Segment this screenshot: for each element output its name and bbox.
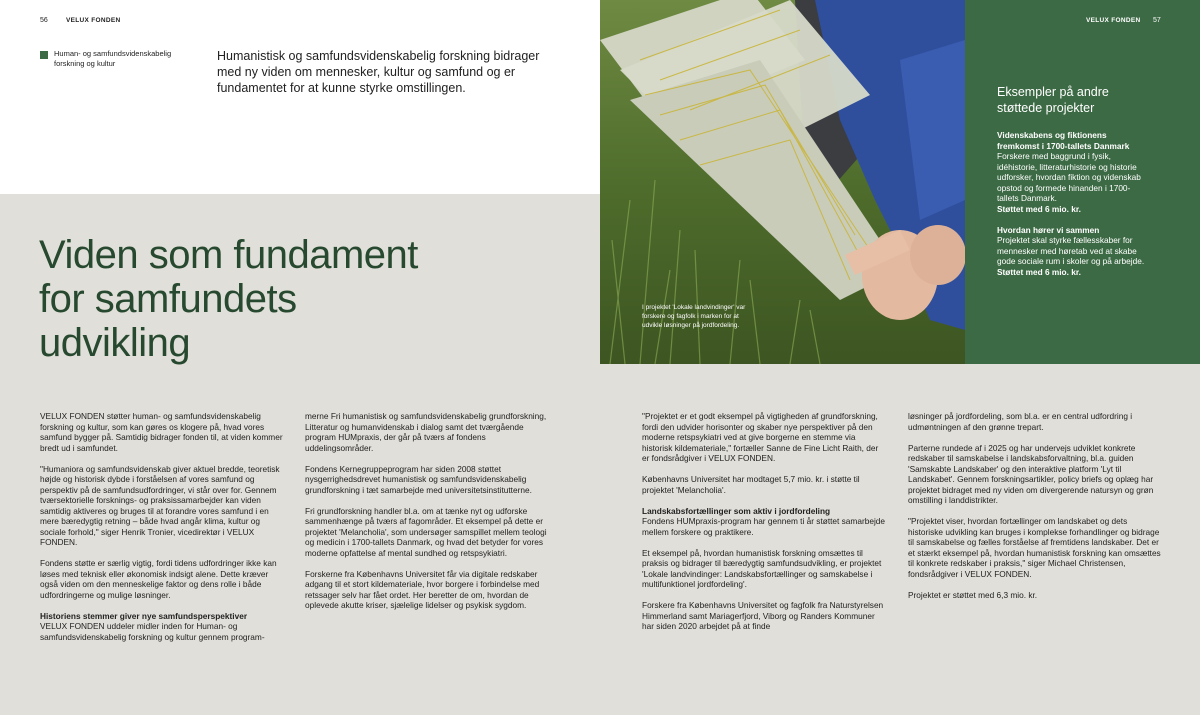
paragraph: "Projektet er et godt eksempel på vigtigheden af grundforskning, fordi den udvider horisonter og skaber nye perspektiver på den moderne retspsykiatri ved at give borgerne en stemme via historisk kildemateriale," fortæller Sanne de Fine Licht Raith, der er fondsrådgiver i VELUX FONDEN. <box>642 411 879 463</box>
sidebar-item <box>997 225 1147 278</box>
paragraph: merne Fri humanistisk og samfundsvidenskabelig grundforskning, Litteratur og humanvidenskab i dialog samt det tværgående program HUMpraxis, der går på tværs af fondens uddelingsområder. <box>305 411 547 453</box>
title-line-2: for samfundets <box>39 277 297 321</box>
paragraph: "Projektet viser, hvordan fortællinger om landskabet og dets historiske udvikling kan bruges i komplekse forhandlinger og bidrage til samskabelse og fælles forståelse af fremtidens landskaber. Det er et stærkt eksempel på, hvordan humanistisk forskning kan omsættes til konkrete redskaber i praksis," siger Michael Christensen, fondsrådgiver i VELUX FONDEN. <box>908 516 1161 579</box>
running-header-left: VELUX FONDEN <box>66 17 121 24</box>
photo-caption: I projektet 'Lokale landvindinger' var forskere og fagfolk i marken for at udvikle løsninger på jordfordeling. <box>642 304 746 329</box>
body-column-4 <box>908 411 1163 611</box>
paragraph: "Humaniora og samfundsvidenskab giver aktuel bredde, teoretisk højde og historisk dybde i forståelsen af vores samfund og perspektiv på de samfundsudfordringer, vi står over for. Gennem tværsektorielle forsknings- og praksissamarbejder kan viden samtidig aktiveres og bruges til at forandre vores samfund i en mere bæredygtig retning – både hvad angår klima, kultur og sociale forhold," siger Henrik Tronier, vicedirektør i VELUX FONDEN. <box>40 463 280 547</box>
paragraph: Fondens Kernegruppeprogram har siden 2008 støttet nysgerrighedsdrevet humanistisk og samfundsvidenskabelig grundforskning i tæt samarbejde med universitetsinstitutterne. <box>305 463 532 495</box>
paragraph: Fondens støtte er særlig vigtig, fordi tidens udfordringer ikke kan løses med teknisk eller økonomisk indsigt alene. Dette kræver også viden om den menneskelige faktor og dens rolle i både udfordringerne og mulige løsninger. <box>40 558 277 600</box>
page-title <box>39 233 559 365</box>
sidebar-item-funding: Støttet med 6 mio. kr. <box>997 203 1081 214</box>
sidebar-item-body: Projektet skal styrke fællesskaber for mennesker med høretab ved at skabe gode sociale rum i skoler og på arbejde. <box>997 235 1145 266</box>
page-number-right: 57 <box>1153 17 1161 24</box>
paragraph: Fondens HUMpraxis-program har gennem ti år støttet samarbejde mellem forskere og praktikere. <box>642 516 886 537</box>
title-line-1: Viden som fundament <box>39 233 418 277</box>
subheading: Historiens stemmer giver nye samfundsperspektiver <box>40 610 248 621</box>
paragraph: løsninger på jordfordeling, som bl.a. er en central udfordring i udmøntningen af den grønne trepart. <box>908 411 1133 432</box>
sidebar-item-funding: Støttet med 6 mio. kr. <box>997 266 1081 277</box>
paragraph: Projektet er støttet med 6,3 mio. kr. <box>908 589 1038 600</box>
body-column-2 <box>305 411 555 621</box>
sidebar-content <box>997 84 1147 277</box>
sidebar-item-title: Videnskabens og fiktionens fremkomst i 1700-tallets Danmark <box>997 130 1130 151</box>
intro-text: Humanistisk og samfundsvidenskabelig forskning bidrager med ny viden om mennesker, kultur og samfund og er fundamentet for at kunne styrke omstillingen. <box>217 49 540 95</box>
paragraph: VELUX FONDEN uddeler midler inden for Human- og samfundsvidenskabelig forskning og kultur gennem program- <box>40 621 265 642</box>
sidebar-heading: Eksempler på andre støttede projekter <box>997 85 1109 115</box>
body-column-1 <box>40 411 285 642</box>
paragraph: Forskere fra Københavns Universitet og fagfolk fra Naturstyrelsen Himmerland samt Mariagerfjord, Viborg og Randers Kommuner har siden 2020 arbejdet på at finde <box>642 600 884 631</box>
title-line-3: udvikling <box>39 321 191 365</box>
paragraph: Forskerne fra Københavns Universitet får via digitale redskaber adgang til et stort kildemateriale, hvor borgere i forbindelse med retssager selv har fået ordet. Her beretter de om, hvordan de oplevede akutte kriser, sjælelige lidelser og psykisk sygdom. <box>305 568 540 610</box>
page-number-left: 56 <box>40 17 48 24</box>
paragraph: Parterne rundede af i 2025 og har undervejs udviklet konkrete redskaber til samskabelse i landskabsforvaltning, bl.a. guiden 'Samskabte Landskaber' og den interaktive platform 'Lyt til Landskabet'. Gennem forskningsartikler, policy briefs og oplæg har projektet bidraget med ny viden om divergerende natursyn og grøn omstilling i landdistrikter. <box>908 442 1154 505</box>
paragraph: Fri grundforskning handler bl.a. om at tænke nyt og udforske sammenhænge på tværs af fagområder. Et eksempel på dette er projektet 'Melancholia', som undersøger samspillet mellem teologi og medicin i 1700-tallets Danmark, og hvad det betyder for vores moderne opfattelse af mental sundhed og retspsykiatri. <box>305 505 547 558</box>
paragraph: VELUX FONDEN støtter human- og samfundsvidenskabelig forskning og kultur, som kan gøres os klogere på, hvad vores samfund bygger på. Samtidig bidrager fonden til, at viden kommer bredt ud i samfundet. <box>40 411 283 453</box>
running-header-right: VELUX FONDEN <box>1086 17 1141 24</box>
subheading: Landskabsfortællinger som aktiv i jordfordeling <box>642 505 831 516</box>
category-label: Human- og samfundsvidenskabelig forskning og kultur <box>54 49 172 68</box>
body-column-3 <box>642 411 887 642</box>
sidebar-item-body: Forskere med baggrund i fysik, idéhistorie, litteraturhistorie og historie udforsker, hvordan fiktion og videnskab opstod og formede hinanden i 1700-tallets Danmark. <box>997 151 1141 203</box>
paragraph: Københavns Universitet har modtaget 5,7 mio. kr. i støtte til projektet 'Melancholia'. <box>642 474 860 495</box>
sidebar-item <box>997 130 1147 214</box>
paragraph: Et eksempel på, hvordan humanistisk forskning omsættes til praksis og bidrager til bæredygtig samfundsudvikling, er projektet 'Lokale landvindinger: Landskabsfortællinger og samskabelse i multifunktionel jordfordeling'. <box>642 547 882 589</box>
sidebar-item-title: Hvordan hører vi sammen <box>997 224 1100 235</box>
category-marker <box>40 51 48 59</box>
